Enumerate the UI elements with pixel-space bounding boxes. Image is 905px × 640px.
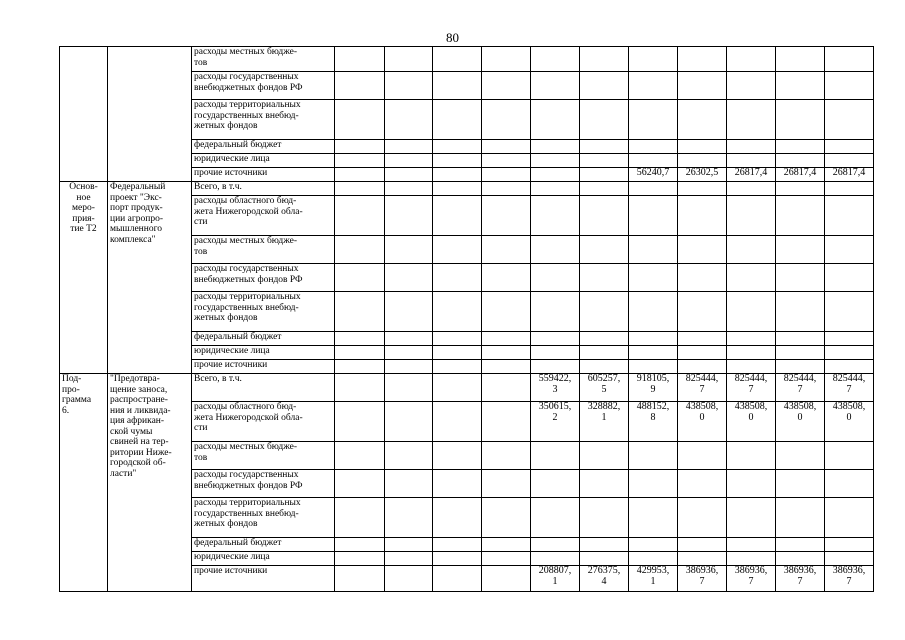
value-cell <box>727 182 776 196</box>
value-cell <box>580 236 629 264</box>
value-cell <box>629 264 678 292</box>
value-cell <box>482 47 531 72</box>
value-cell <box>531 538 580 552</box>
value-cell <box>678 552 727 566</box>
table-row <box>60 374 874 402</box>
value-cell <box>335 154 385 168</box>
value-cell <box>776 72 825 100</box>
value-cell <box>482 498 531 538</box>
value-cell <box>629 154 678 168</box>
value-cell <box>335 72 385 100</box>
value-cell <box>678 182 727 196</box>
value-cell: 208807, 1 <box>531 566 580 592</box>
value-cell <box>385 47 433 72</box>
value-cell: 386936, 7 <box>776 566 825 592</box>
value-cell <box>629 360 678 374</box>
value-cell <box>580 292 629 332</box>
value-cell <box>776 154 825 168</box>
value-cell <box>580 140 629 154</box>
value-cell <box>531 346 580 360</box>
value-cell: 276375, 4 <box>580 566 629 592</box>
value-cell: 605257, 5 <box>580 374 629 402</box>
value-cell <box>482 72 531 100</box>
value-cell <box>385 402 433 442</box>
value-cell <box>385 292 433 332</box>
value-cell <box>727 498 776 538</box>
value-cell: 918105, 9 <box>629 374 678 402</box>
value-cell <box>385 538 433 552</box>
value-cell: 438508, 0 <box>678 402 727 442</box>
value-cell <box>776 140 825 154</box>
row-label: юридические лица <box>192 346 335 360</box>
value-cell <box>776 182 825 196</box>
value-cell <box>580 168 629 182</box>
value-cell <box>629 140 678 154</box>
value-cell <box>580 100 629 140</box>
value-cell <box>678 498 727 538</box>
value-cell <box>580 47 629 72</box>
row-label: расходы местных бюдже- тов <box>192 47 335 72</box>
value-cell <box>727 47 776 72</box>
value-cell <box>385 196 433 236</box>
value-cell <box>335 47 385 72</box>
value-cell <box>825 538 874 552</box>
row-label: расходы государственных внебюджетных фондов РФ <box>192 72 335 100</box>
row-label: юридические лица <box>192 154 335 168</box>
budget-table <box>59 46 874 592</box>
value-cell <box>678 100 727 140</box>
value-cell <box>335 566 385 592</box>
value-cell <box>433 538 482 552</box>
value-cell <box>678 332 727 346</box>
value-cell <box>727 332 776 346</box>
value-cell <box>678 360 727 374</box>
value-cell: 559422, 3 <box>531 374 580 402</box>
value-cell <box>433 332 482 346</box>
value-cell <box>335 332 385 346</box>
value-cell: 56240,7 <box>629 168 678 182</box>
value-cell: 429953, 1 <box>629 566 678 592</box>
value-cell <box>776 196 825 236</box>
value-cell <box>385 552 433 566</box>
row-label: прочие источники <box>192 360 335 374</box>
value-cell <box>580 182 629 196</box>
value-cell <box>629 498 678 538</box>
value-cell <box>825 470 874 498</box>
value-cell <box>825 442 874 470</box>
value-cell <box>385 332 433 346</box>
value-cell <box>776 498 825 538</box>
value-cell <box>629 100 678 140</box>
value-cell <box>825 332 874 346</box>
value-cell <box>825 100 874 140</box>
value-cell <box>385 360 433 374</box>
value-cell <box>385 498 433 538</box>
value-cell <box>825 72 874 100</box>
value-cell <box>335 346 385 360</box>
row-label: расходы местных бюдже- тов <box>192 236 335 264</box>
value-cell <box>727 264 776 292</box>
value-cell <box>678 140 727 154</box>
value-cell <box>335 374 385 402</box>
value-cell <box>482 154 531 168</box>
value-cell <box>727 140 776 154</box>
value-cell <box>580 470 629 498</box>
value-cell <box>433 292 482 332</box>
value-cell <box>825 140 874 154</box>
value-cell <box>531 72 580 100</box>
value-cell: 825444, 7 <box>727 374 776 402</box>
value-cell <box>580 332 629 346</box>
value-cell <box>825 346 874 360</box>
table-row <box>60 47 874 72</box>
value-cell <box>385 264 433 292</box>
value-cell <box>776 332 825 346</box>
value-cell <box>580 552 629 566</box>
value-cell <box>727 236 776 264</box>
row-label: Всего, в т.ч. <box>192 182 335 196</box>
value-cell <box>825 236 874 264</box>
value-cell <box>482 332 531 346</box>
value-cell <box>629 552 678 566</box>
value-cell <box>531 47 580 72</box>
value-cell <box>580 264 629 292</box>
value-cell <box>482 196 531 236</box>
value-cell <box>531 470 580 498</box>
value-cell <box>482 566 531 592</box>
value-cell <box>776 346 825 360</box>
value-cell <box>335 292 385 332</box>
row-label: юридические лица <box>192 552 335 566</box>
value-cell <box>433 360 482 374</box>
value-cell <box>335 168 385 182</box>
section-b-col1: Основ- ное меро- прия- тие Т2 <box>60 182 108 374</box>
value-cell <box>433 470 482 498</box>
value-cell <box>727 346 776 360</box>
value-cell <box>776 47 825 72</box>
value-cell <box>385 100 433 140</box>
value-cell <box>385 168 433 182</box>
value-cell: 26817,4 <box>776 168 825 182</box>
value-cell <box>433 498 482 538</box>
value-cell <box>580 360 629 374</box>
value-cell <box>482 442 531 470</box>
value-cell <box>727 72 776 100</box>
value-cell <box>629 292 678 332</box>
value-cell <box>776 360 825 374</box>
value-cell <box>727 154 776 168</box>
value-cell <box>727 442 776 470</box>
value-cell <box>385 236 433 264</box>
value-cell <box>678 72 727 100</box>
table-row <box>60 182 874 196</box>
value-cell <box>678 236 727 264</box>
value-cell <box>335 538 385 552</box>
value-cell <box>580 72 629 100</box>
value-cell <box>580 498 629 538</box>
value-cell <box>335 360 385 374</box>
value-cell <box>678 442 727 470</box>
value-cell <box>825 360 874 374</box>
value-cell <box>482 346 531 360</box>
value-cell <box>335 442 385 470</box>
value-cell: 438508, 0 <box>727 402 776 442</box>
value-cell <box>629 442 678 470</box>
value-cell <box>482 236 531 264</box>
value-cell <box>580 154 629 168</box>
value-cell <box>825 264 874 292</box>
row-label: расходы государственных внебюджетных фондов РФ <box>192 470 335 498</box>
value-cell: 438508, 0 <box>825 402 874 442</box>
value-cell <box>727 470 776 498</box>
value-cell <box>825 292 874 332</box>
value-cell <box>531 154 580 168</box>
value-cell <box>531 498 580 538</box>
value-cell <box>482 168 531 182</box>
value-cell <box>433 168 482 182</box>
value-cell: 825444, 7 <box>776 374 825 402</box>
value-cell <box>335 196 385 236</box>
value-cell <box>385 374 433 402</box>
value-cell <box>678 470 727 498</box>
value-cell <box>433 442 482 470</box>
value-cell <box>531 182 580 196</box>
value-cell <box>776 292 825 332</box>
value-cell <box>531 140 580 154</box>
value-cell: 438508, 0 <box>776 402 825 442</box>
value-cell: 386936, 7 <box>678 566 727 592</box>
row-label: расходы территориальных государственных внебюд- жетных фондов <box>192 100 335 140</box>
value-cell <box>433 552 482 566</box>
value-cell <box>629 470 678 498</box>
value-cell: 328882, 1 <box>580 402 629 442</box>
value-cell <box>482 374 531 402</box>
value-cell: 350615, 2 <box>531 402 580 442</box>
value-cell <box>482 552 531 566</box>
value-cell <box>531 196 580 236</box>
row-label: прочие источники <box>192 168 335 182</box>
value-cell <box>727 100 776 140</box>
value-cell <box>531 332 580 346</box>
value-cell: 488152, 8 <box>629 402 678 442</box>
value-cell <box>825 196 874 236</box>
value-cell <box>531 236 580 264</box>
value-cell <box>727 538 776 552</box>
value-cell <box>433 100 482 140</box>
value-cell <box>776 264 825 292</box>
table-body <box>60 47 874 592</box>
value-cell <box>531 442 580 470</box>
value-cell <box>433 402 482 442</box>
row-label: федеральный бюджет <box>192 538 335 552</box>
value-cell <box>433 154 482 168</box>
value-cell <box>727 196 776 236</box>
row-label: расходы местных бюдже- тов <box>192 442 335 470</box>
value-cell: 825444, 7 <box>678 374 727 402</box>
value-cell <box>531 168 580 182</box>
value-cell <box>678 538 727 552</box>
value-cell <box>385 470 433 498</box>
value-cell <box>629 332 678 346</box>
value-cell <box>482 140 531 154</box>
value-cell <box>776 538 825 552</box>
section-a-col2 <box>108 47 192 182</box>
value-cell <box>335 182 385 196</box>
value-cell <box>482 100 531 140</box>
value-cell <box>385 182 433 196</box>
page-number: 80 <box>446 30 459 45</box>
value-cell <box>482 470 531 498</box>
value-cell <box>385 346 433 360</box>
value-cell <box>776 236 825 264</box>
value-cell <box>580 346 629 360</box>
value-cell <box>629 346 678 360</box>
value-cell: 386936, 7 <box>825 566 874 592</box>
value-cell <box>433 182 482 196</box>
value-cell <box>531 264 580 292</box>
value-cell <box>433 236 482 264</box>
value-cell <box>335 402 385 442</box>
value-cell <box>727 292 776 332</box>
value-cell <box>433 47 482 72</box>
value-cell <box>433 140 482 154</box>
value-cell <box>629 182 678 196</box>
row-label: расходы областного бюд- жета Нижегородской обла- сти <box>192 196 335 236</box>
value-cell <box>531 360 580 374</box>
value-cell <box>335 498 385 538</box>
value-cell <box>776 470 825 498</box>
value-cell <box>727 360 776 374</box>
value-cell <box>678 264 727 292</box>
value-cell <box>825 154 874 168</box>
value-cell <box>776 552 825 566</box>
value-cell <box>482 292 531 332</box>
value-cell <box>335 140 385 154</box>
row-label: расходы территориальных государственных внебюд- жетных фондов <box>192 292 335 332</box>
value-cell <box>531 100 580 140</box>
value-cell <box>482 538 531 552</box>
value-cell <box>629 47 678 72</box>
value-cell <box>482 402 531 442</box>
row-label: расходы государственных внебюджетных фондов РФ <box>192 264 335 292</box>
value-cell <box>629 538 678 552</box>
value-cell <box>825 552 874 566</box>
value-cell <box>335 100 385 140</box>
value-cell <box>678 346 727 360</box>
value-cell: 26817,4 <box>727 168 776 182</box>
row-label: федеральный бюджет <box>192 140 335 154</box>
value-cell <box>385 566 433 592</box>
value-cell <box>433 264 482 292</box>
row-label: расходы областного бюд- жета Нижегородской обла- сти <box>192 402 335 442</box>
value-cell <box>678 292 727 332</box>
value-cell <box>433 374 482 402</box>
value-cell <box>629 196 678 236</box>
value-cell <box>482 264 531 292</box>
value-cell: 26817,4 <box>825 168 874 182</box>
value-cell <box>433 566 482 592</box>
row-label: прочие источники <box>192 566 335 592</box>
section-c-col2: "Предотвра- щение заноса, распростране- ния и ликвида- ция африкан- ской чумы свиней на тер- ритории Ниже- городской об- ласти" <box>108 374 192 592</box>
value-cell <box>433 346 482 360</box>
value-cell <box>531 292 580 332</box>
row-label: федеральный бюджет <box>192 332 335 346</box>
value-cell <box>385 154 433 168</box>
value-cell <box>385 140 433 154</box>
section-a-col1 <box>60 47 108 182</box>
value-cell <box>678 47 727 72</box>
row-label: расходы территориальных государственных внебюд- жетных фондов <box>192 498 335 538</box>
value-cell <box>335 552 385 566</box>
section-b-col2: Федеральный проект "Экс- порт продук- ции агропро- мышленного комплекса" <box>108 182 192 374</box>
value-cell <box>629 72 678 100</box>
value-cell <box>678 154 727 168</box>
value-cell <box>335 236 385 264</box>
value-cell <box>385 72 433 100</box>
value-cell: 386936, 7 <box>727 566 776 592</box>
value-cell <box>580 538 629 552</box>
value-cell <box>825 182 874 196</box>
value-cell: 26302,5 <box>678 168 727 182</box>
row-label: Всего, в т.ч. <box>192 374 335 402</box>
value-cell <box>482 182 531 196</box>
value-cell <box>580 196 629 236</box>
value-cell <box>776 100 825 140</box>
value-cell <box>580 442 629 470</box>
value-cell <box>482 360 531 374</box>
value-cell <box>727 552 776 566</box>
value-cell: 825444, 7 <box>825 374 874 402</box>
value-cell <box>335 470 385 498</box>
value-cell <box>385 442 433 470</box>
value-cell <box>433 72 482 100</box>
value-cell <box>825 47 874 72</box>
value-cell <box>825 498 874 538</box>
value-cell <box>629 236 678 264</box>
value-cell <box>776 442 825 470</box>
value-cell <box>335 264 385 292</box>
value-cell <box>433 196 482 236</box>
section-c-col1: Под- про- грамма 6. <box>60 374 108 592</box>
value-cell <box>531 552 580 566</box>
value-cell <box>678 196 727 236</box>
